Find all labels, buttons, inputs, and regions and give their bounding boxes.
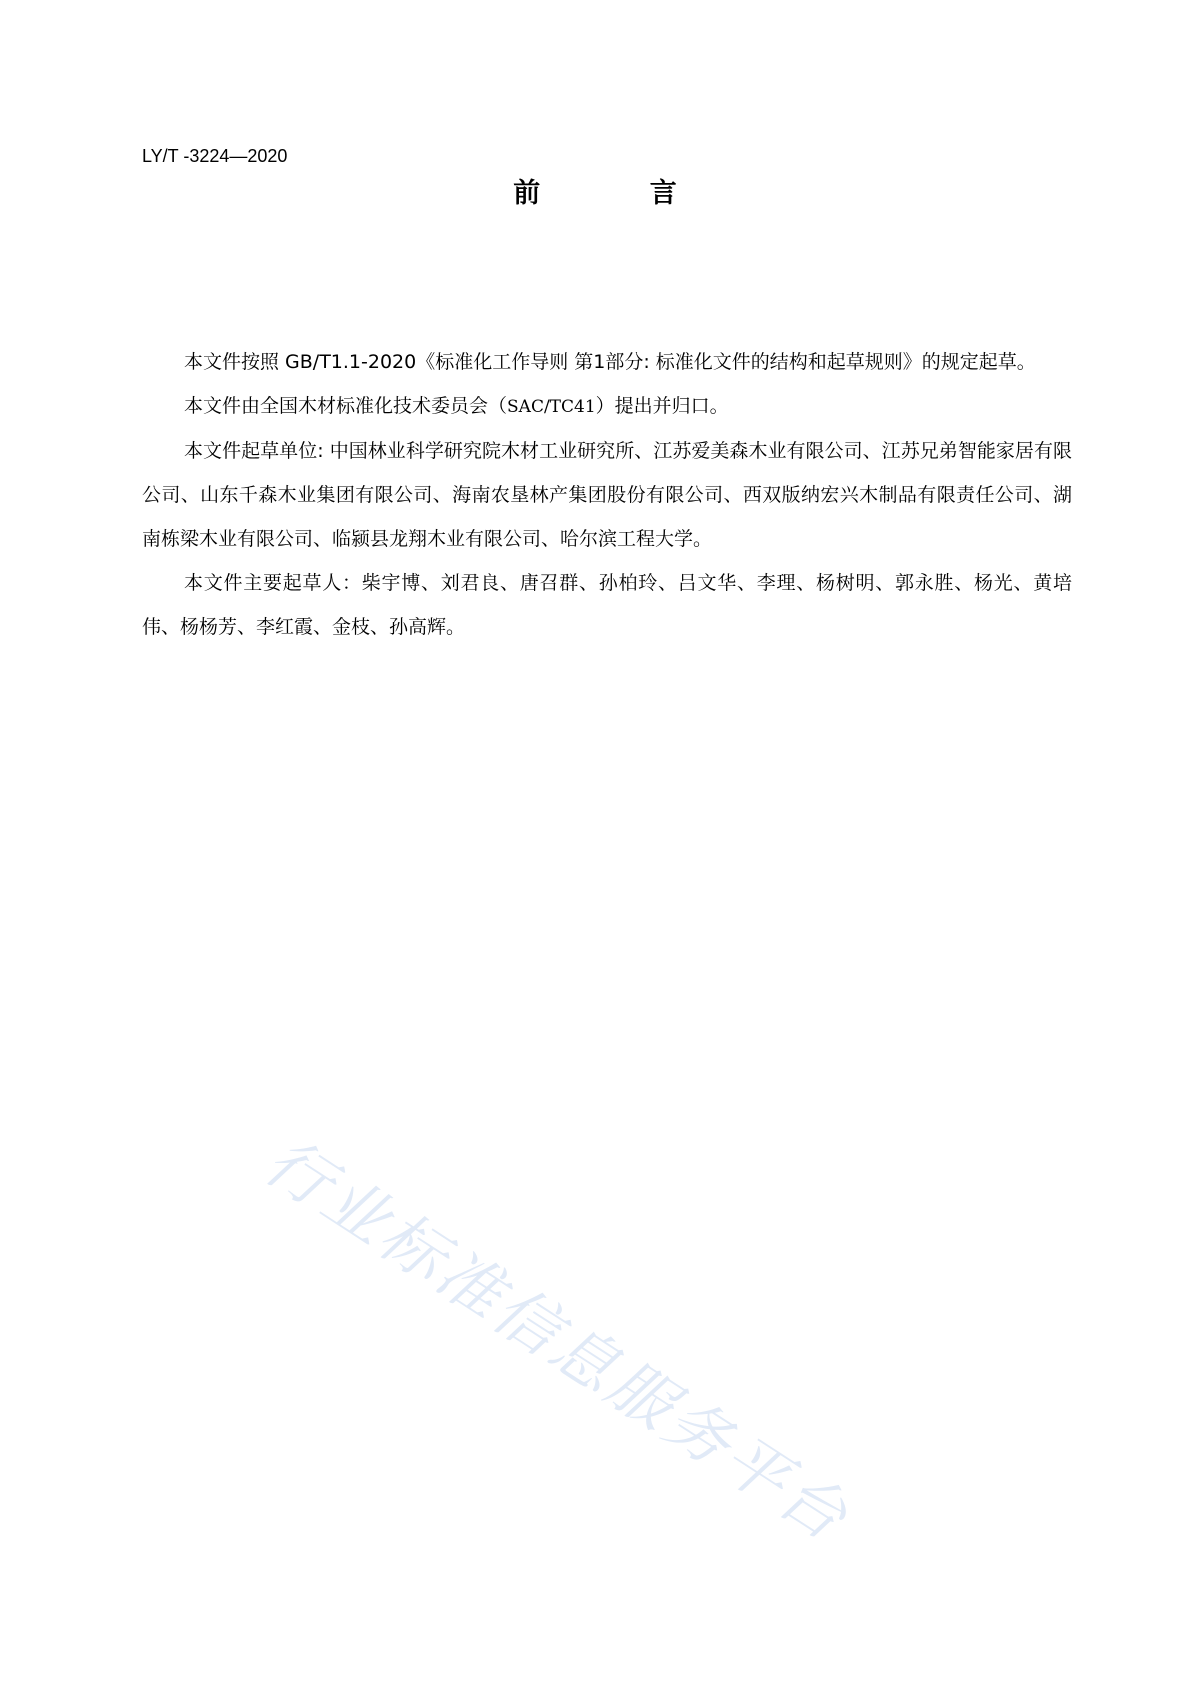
document-body <box>142 340 1072 649</box>
paragraph-drafters <box>142 561 1072 649</box>
paragraph-basis <box>142 340 1072 384</box>
paragraph-text: 本文件主要起草人：柴宇博、刘君良、唐召群、孙柏玲、吕文华、李理、杨树明、郭永胜、杨光、黄培伟、杨杨芳、李红霞、金枝、孙高辉。 <box>142 572 1072 638</box>
page-title: 前 言 <box>513 178 727 209</box>
document-code: LY/T -3224—2020 <box>142 146 288 166</box>
watermark: 行业标准信息服务平台 <box>251 1124 863 1557</box>
paragraph-text: 本文件由全国木材标准化技术委员会（ <box>184 395 508 417</box>
paragraph-drafting-units <box>142 429 1072 561</box>
committee-code: SAC/TC41 <box>507 397 596 417</box>
paragraph-text: ）提出并归口。 <box>595 395 729 417</box>
paragraph-proposer <box>142 384 1072 429</box>
paragraph-text: 本文件按照 GB/T1.1-2020《标准化工作导则 第1部分: 标准化文件的结构和起草规则》的规定起草。 <box>184 351 1036 373</box>
paragraph-text: 本文件起草单位: 中国林业科学研究院木材工业研究所、江苏爱美森木业有限公司、江苏兄弟智能家居有限公司、山东千森木业集团有限公司、海南农垦林产集团股份有限公司、西双版纳宏兴木制品有限责任公司、湖南栋梁木业有限公司、临颍县龙翔木业有限公司、哈尔滨工程大学。 <box>142 440 1072 550</box>
